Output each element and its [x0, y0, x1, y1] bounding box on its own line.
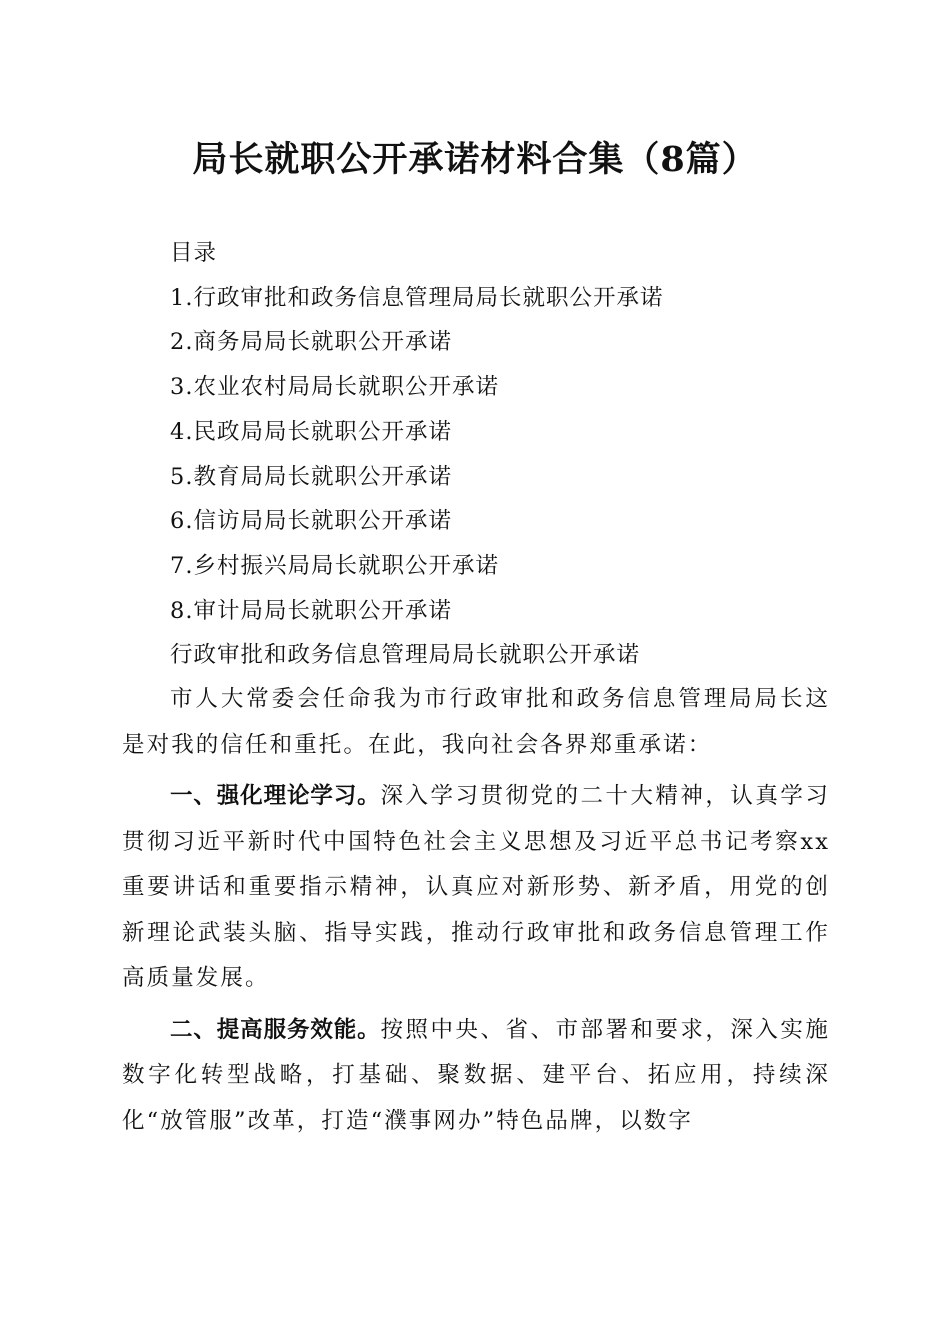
section-paragraph	[122, 774, 830, 1002]
section-text: 按照中央、省、市部署和要求，深入实施数字化转型战略，打基础、聚数据、建平台、拓应用，持续深化“放管服”改革，打造“濮事网办”特色品牌，以数字	[122, 1016, 830, 1134]
section-paragraph	[122, 1008, 830, 1145]
section-heading: 二、提高服务效能。	[170, 1016, 381, 1043]
toc-item: 1.行政审批和政务信息管理局局长就职公开承诺	[170, 284, 664, 311]
intro-paragraph: 市人大常委会任命我为市行政审批和政务信息管理局局长这是对我的信任和重托。在此，我向社会各界郑重承诺：	[122, 686, 830, 758]
article-title: 行政审批和政务信息管理局局长就职公开承诺	[170, 642, 641, 669]
toc-item: 2.商务局局长就职公开承诺	[170, 329, 452, 356]
toc-item: 6.信访局局长就职公开承诺	[170, 508, 452, 535]
section-heading: 一、强化理论学习。	[170, 783, 381, 809]
document-title: 局长就职公开承诺材料合集（8篇）	[192, 139, 758, 180]
toc-item: 8.审计局局长就职公开承诺	[170, 597, 452, 624]
toc-item: 5.教育局局长就职公开承诺	[170, 463, 452, 490]
toc-item: 7.乡村振兴局局长就职公开承诺	[170, 552, 499, 579]
article-body	[122, 677, 830, 1144]
section-text: 深入学习贯彻党的二十大精神，认真学习贯彻习近平新时代中国特色社会主义思想及习近平总书记考察xx重要讲话和重要指示精神，认真应对新形势、新矛盾，用党的创新理论武装头脑、指导实践，推动行政审批和政务信息管理工作高质量发展。	[122, 783, 830, 991]
toc-item: 4.民政局局长就职公开承诺	[170, 418, 452, 445]
toc-heading: 目录	[170, 240, 218, 266]
table-of-contents	[170, 231, 870, 678]
toc-item: 3.农业农村局局长就职公开承诺	[170, 374, 499, 401]
